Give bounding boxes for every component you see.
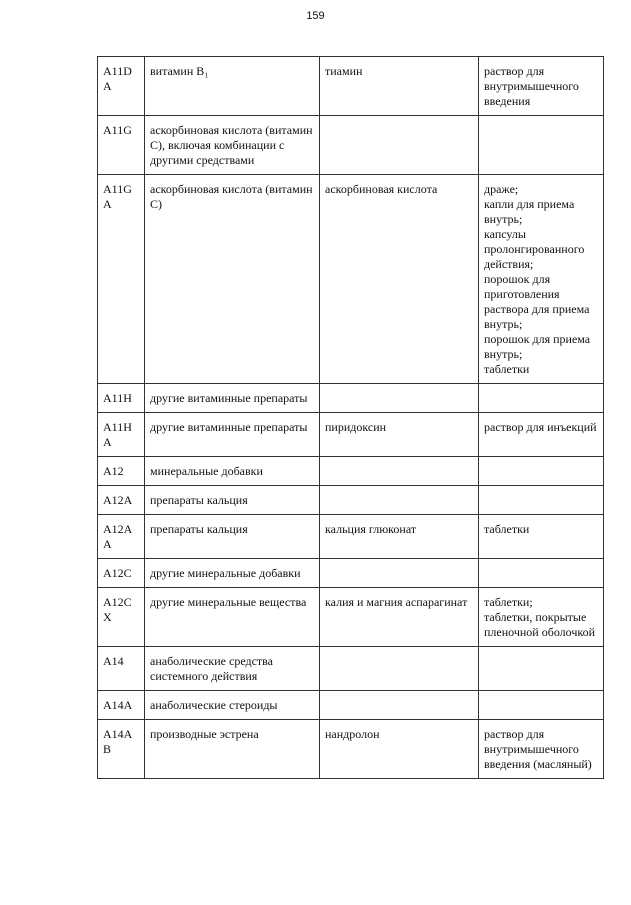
- dosage-form-line: таблетки, покрытые пленочной оболочкой: [484, 610, 596, 639]
- dosage-forms-cell: [479, 413, 604, 457]
- anatomical-group-cell: аскорбиновая кислота (витамин C), включая комбинации с другими средствами: [145, 116, 320, 175]
- table-row: [98, 720, 604, 779]
- atc-code-cell: A11H A: [98, 413, 145, 457]
- dosage-form-line: раствор для внутримышечного введения (масляный): [484, 727, 592, 771]
- table-row: [98, 413, 604, 457]
- atc-code-cell: A12A A: [98, 515, 145, 559]
- drug-name-cell: [320, 384, 479, 413]
- dosage-forms-cell: [479, 384, 604, 413]
- table-row: [98, 57, 604, 116]
- anatomical-group-cell: препараты кальция: [145, 486, 320, 515]
- anatomical-group-cell: производные эстрена: [145, 720, 320, 779]
- dosage-forms-cell: [479, 691, 604, 720]
- drug-classification-table: [97, 56, 604, 779]
- atc-code-cell: A14A: [98, 691, 145, 720]
- drug-name-cell: пиридоксин: [320, 413, 479, 457]
- drug-name-cell: [320, 647, 479, 691]
- dosage-forms-cell: [479, 559, 604, 588]
- drug-name-cell: [320, 691, 479, 720]
- atc-code-cell: A12C: [98, 559, 145, 588]
- anatomical-group-cell: препараты кальция: [145, 515, 320, 559]
- drug-name-cell: кальция глюконат: [320, 515, 479, 559]
- anatomical-group-cell: другие минеральные добавки: [145, 559, 320, 588]
- dosage-form-line: раствор для инъекций: [484, 420, 597, 434]
- table-row: [98, 384, 604, 413]
- table-row: [98, 691, 604, 720]
- atc-code-cell: A12C X: [98, 588, 145, 647]
- anatomical-group-cell: аскорбиновая кислота (витамин C): [145, 175, 320, 384]
- drug-name-cell: тиамин: [320, 57, 479, 116]
- atc-code-cell: A14: [98, 647, 145, 691]
- anatomical-group-cell: витамин B₁: [145, 57, 320, 116]
- dosage-form-line: капли для приема внутрь;: [484, 197, 575, 226]
- dosage-forms-cell: [479, 588, 604, 647]
- anatomical-group-cell: другие витаминные препараты: [145, 413, 320, 457]
- drug-name-cell: нандролон: [320, 720, 479, 779]
- table-row: [98, 588, 604, 647]
- dosage-form-line: капсулы пролонгированного действия;: [484, 227, 585, 271]
- dosage-form-line: раствор для внутримышечного введения: [484, 64, 579, 108]
- dosage-form-line: таблетки;: [484, 595, 533, 609]
- dosage-form-line: таблетки: [484, 522, 530, 536]
- drug-name-cell: [320, 559, 479, 588]
- dosage-forms-cell: [479, 647, 604, 691]
- anatomical-group-cell: анаболические стероиды: [145, 691, 320, 720]
- table-row: [98, 116, 604, 175]
- dosage-form-line: порошок для приготовления раствора для приема внутрь;: [484, 272, 590, 331]
- table-row: [98, 486, 604, 515]
- atc-code-cell: A11G: [98, 116, 145, 175]
- drug-name-cell: [320, 116, 479, 175]
- dosage-forms-cell: [479, 116, 604, 175]
- dosage-forms-cell: [479, 175, 604, 384]
- atc-code-cell: A12: [98, 457, 145, 486]
- drug-name-cell: [320, 486, 479, 515]
- atc-code-cell: A11G A: [98, 175, 145, 384]
- anatomical-group-cell: минеральные добавки: [145, 457, 320, 486]
- drug-name-cell: аскорбиновая кислота: [320, 175, 479, 384]
- page-number: 159: [306, 10, 325, 22]
- drug-name-cell: калия и магния аспарагинат: [320, 588, 479, 647]
- anatomical-group-cell: анаболические средства системного действия: [145, 647, 320, 691]
- table-row: [98, 647, 604, 691]
- table-row: [98, 515, 604, 559]
- dosage-forms-cell: [479, 720, 604, 779]
- dosage-form-line: таблетки: [484, 362, 530, 376]
- anatomical-group-cell: другие витаминные препараты: [145, 384, 320, 413]
- dosage-forms-cell: [479, 457, 604, 486]
- table-row: [98, 559, 604, 588]
- dosage-forms-cell: [479, 486, 604, 515]
- atc-code-cell: A11H: [98, 384, 145, 413]
- dosage-forms-cell: [479, 57, 604, 116]
- table-body: [98, 57, 604, 779]
- atc-code-cell: A11D A: [98, 57, 145, 116]
- table-row: [98, 175, 604, 384]
- table-row: [98, 457, 604, 486]
- drug-name-cell: [320, 457, 479, 486]
- atc-code-cell: A14A B: [98, 720, 145, 779]
- dosage-forms-cell: [479, 515, 604, 559]
- dosage-form-line: драже;: [484, 182, 519, 196]
- anatomical-group-cell: другие минеральные вещества: [145, 588, 320, 647]
- atc-code-cell: A12A: [98, 486, 145, 515]
- dosage-form-line: порошок для приема внутрь;: [484, 332, 591, 361]
